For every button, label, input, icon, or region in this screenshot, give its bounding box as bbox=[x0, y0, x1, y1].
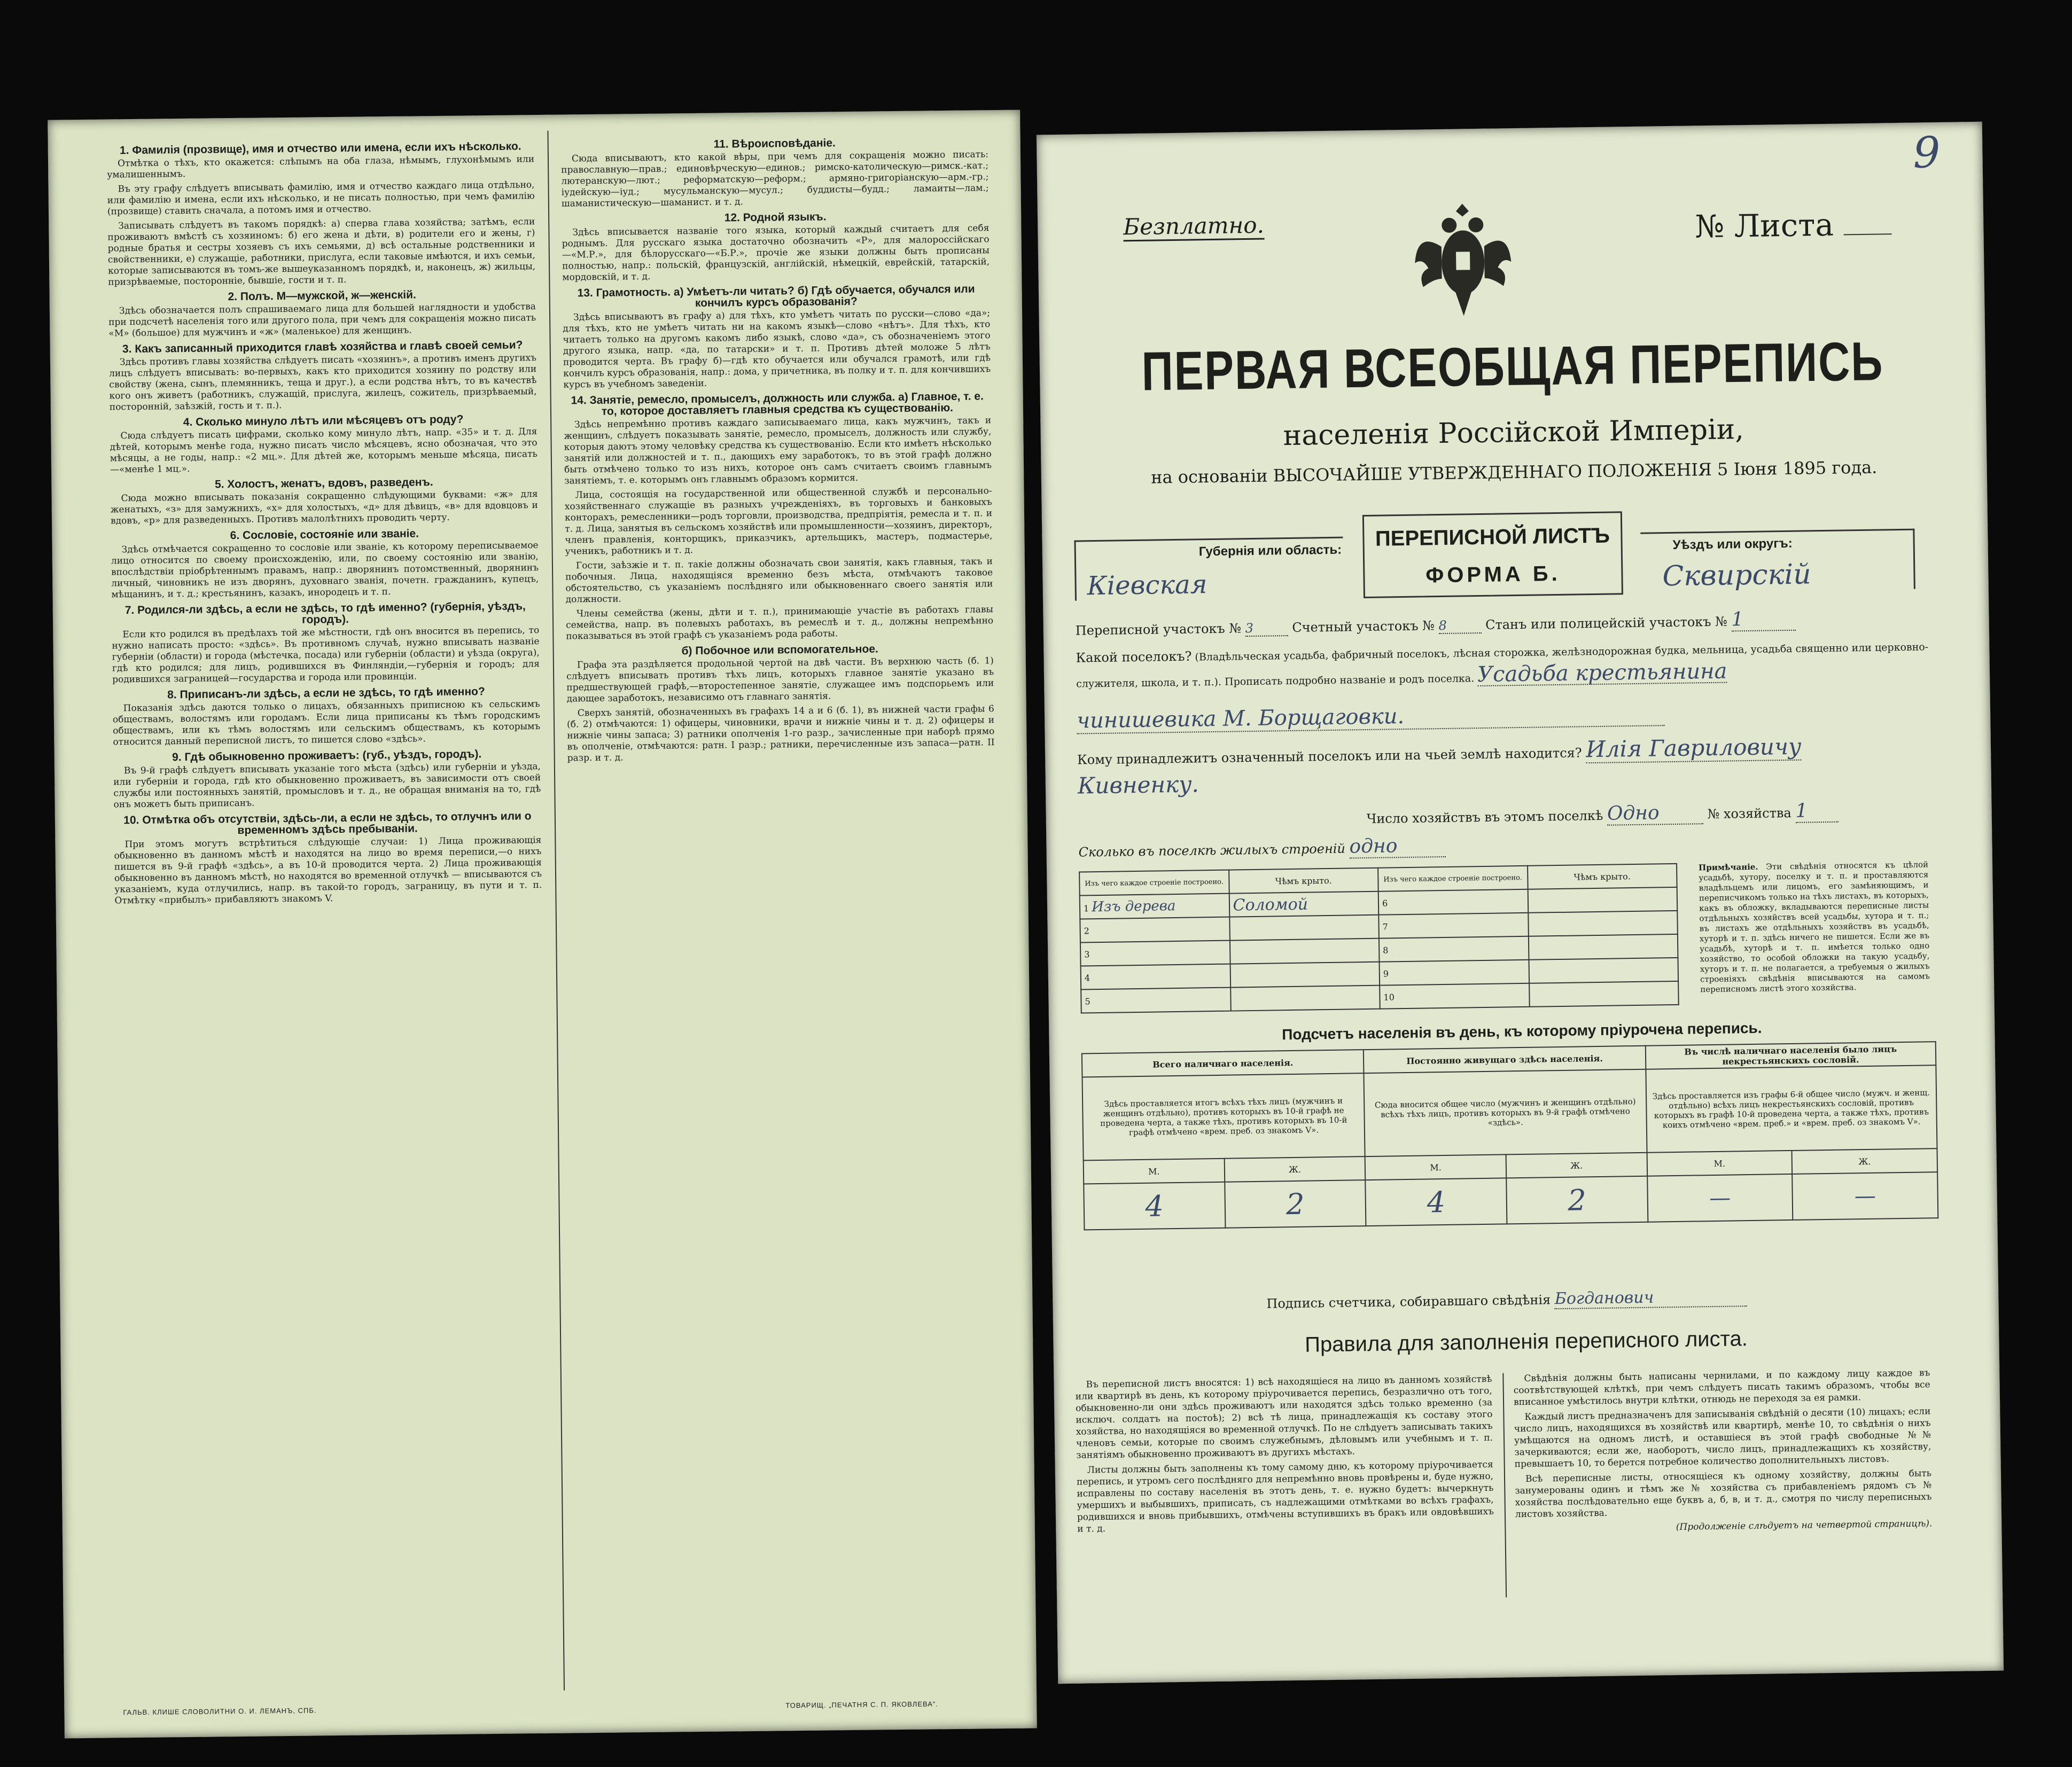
settlement-value-1: Усадьба крестьянина bbox=[1477, 659, 1727, 687]
households-line bbox=[1366, 800, 1838, 829]
page-number-handwritten: 9 bbox=[1912, 127, 1941, 178]
settlement-hint: (Владѣльческая усадьба, фабричный поселокъ, лѣсная сторожка, желѣзнодорожная будка, мельница, усадьба священно или церковно-служителя, школа, и т. п.). Прописать подробно названіе и родъ поселка. bbox=[1076, 641, 1929, 690]
row-number-right: 7 bbox=[1378, 913, 1528, 939]
row-number-right: 6 bbox=[1378, 889, 1528, 915]
rules-title: Правила для заполненія переписного листа. bbox=[1304, 1327, 1748, 1357]
instruction-heading: 5. Холостъ, женатъ, вдовъ, разведенъ. bbox=[214, 476, 433, 491]
precinct-value: 3 bbox=[1245, 620, 1288, 637]
instructions-column-2 bbox=[561, 131, 1004, 1685]
building-material-1 bbox=[1080, 894, 1229, 919]
buildings-head-roof-2: Чѣмъ крыто. bbox=[1528, 864, 1677, 889]
table-cell bbox=[1528, 887, 1677, 913]
buildings-note bbox=[1699, 859, 1930, 995]
rules-left-paragraph: Листы должны быть заполнены къ тому самому дню, къ которому пріурочивается перепись, и утромъ сего послѣдняго для непремѣнно вновь провѣрены и, буде нужно, исправлены по составу населенія въ этотъ день, т. е. нужно будетъ: вычеркнуть умершихъ и выбывшихъ, приписать, съ надлежащими отмѣтками во всѣхъ графахъ, родившихся и вновь прибывшихъ, отмѣчены вступившихъ въ бракъ или овдовѣвшихъ и т. д. bbox=[1076, 1459, 1494, 1535]
buildings-head-material-2: Изъ чего каждое строеніе построено. bbox=[1378, 866, 1528, 892]
owner-label: Кому принадлежитъ означенный поселокъ или на чьей землѣ находится? bbox=[1077, 745, 1582, 768]
free-label: Безплатно. bbox=[1123, 212, 1264, 242]
permanent-male: 4 bbox=[1366, 1178, 1507, 1226]
signature-line bbox=[1266, 1287, 1747, 1313]
row-number-right: 10 bbox=[1380, 983, 1529, 1009]
row-number: 4 bbox=[1081, 964, 1230, 990]
rules-right-paragraph: Свѣдѣнія должны быть написаны чернилами, и по каждому лицу каждое въ соотвѣтствующей клѣткѣ, при чемъ слѣдуетъ писать такимъ образомъ, чтобы все вписанное умѣстилось внутри клѣтки, отнюдь не переходя за ея рамки. bbox=[1513, 1367, 1930, 1408]
rules-right-paragraph: Всѣ переписные листы, относящіеся къ одному хозяйству, должны быть занумерованы одинъ и тѣмъ же № хозяйства съ прибавленіемъ рядомъ съ № хозяйства послѣдовательно еще буквъ а, б, в, и т. д., смотря по числу переписныхъ листовъ хозяйства. bbox=[1515, 1468, 1932, 1520]
row-number: 2 bbox=[1080, 917, 1229, 943]
f-label: Ж. bbox=[1792, 1148, 1937, 1174]
instruction-heading: 12. Родной языкъ. bbox=[724, 210, 827, 224]
signature-value: Богданович bbox=[1555, 1287, 1747, 1309]
table-cell bbox=[1229, 939, 1379, 964]
instruction-paragraph: Отмѣтка о тѣхъ, кто окажется: слѣпымъ на оба глаза, нѣмымъ, глухонѣмымъ или умалишеннымъ. bbox=[107, 154, 535, 181]
buildings-value: одно bbox=[1349, 834, 1446, 859]
settlement-line bbox=[1076, 635, 1942, 695]
row-number-right: 8 bbox=[1379, 936, 1529, 962]
instruction-paragraph: Сюда вписываютъ, кто какой вѣры, при чемъ для сокращенія можно писать: православную—прав.; единовѣрческую—единов.; римско-католическую—римск.-кат.; лютеранскую—лют.; реформатскую—реформ.; армяно-григоріанскую—арм.-гр.; іудейскую—іуд.; мусульманскую—мусул.; буддисты—будд.; ламаиты—лам.; шаманистическую—шаманист. и т. д. bbox=[561, 149, 989, 209]
rules-right-paragraph: Каждый листъ предназначенъ для записыванія свѣдѣній о десяти (10) лицахъ; если число лицъ, находящихся въ хозяйствѣ или квартирѣ, менѣе 10, то свѣдѣнія о нихъ умѣщаются на одномъ листѣ, и оставшіеся въ этой графѣ свободные №№ зачеркиваются; если же, наоборотъ, число лицъ, принадлежащихъ къ хозяйству, превышаетъ 10, то берется потребное количество дополнительныхъ листовъ. bbox=[1514, 1406, 1931, 1470]
rules-left-paragraph: Въ переписной листъ вносятся: 1) всѣ находящіеся на лицо въ данномъ хозяйствѣ или квартирѣ въ день, къ которому пріурочивается перепись, безразлично отъ того, обыкновенно-ли они здѣсь проживаютъ или находятся здѣсь только временно (за исключ. солдатъ на постоѣ); 2) всѣ тѣ лица, принадлежащія къ составу этого хозяйства, но находящіяся во временной отлучкѣ. По не слѣдуетъ записывать такихъ членовъ семьи, которые по своимъ служебнымъ, дѣловымъ или учебнымъ и т. п. занятіямъ обыкновенно проживаютъ въ другихъ мѣстахъ. bbox=[1075, 1373, 1493, 1461]
nonpeasant-female: — bbox=[1792, 1172, 1938, 1220]
instruction-paragraph: Здѣсь непремѣнно противъ каждаго записываемаго лица, какъ мужчинъ, такъ и женщинъ, слѣдуетъ показывать занятіе, ремесло, промыселъ, должность или службу, которыя даютъ этому человѣку средства къ существованію. Если кто имѣетъ нѣсколько занятій или должностей и т. п., дающихъ ему заработокъ, то въ этой графѣ должно быть отмѣчено только то изъ нихъ, которое онъ самъ считаетъ своимъ главнымъ занятіемъ, т. е. которымъ онъ главнымъ образомъ кормится. bbox=[564, 415, 992, 487]
signature-label: Подпись счетчика, собиравшаго свѣдѣнія bbox=[1266, 1292, 1551, 1311]
district-label: Уѣздъ или округъ: bbox=[1672, 536, 1793, 552]
instruction-heading: 10. Отмѣтка объ отсутствіи, здѣсь-ли, а если не здѣсь, то отлучнъ или о временномъ здѣсь пребываніи. bbox=[123, 810, 532, 836]
owner-value-2: Кивненку. bbox=[1077, 771, 1199, 799]
province-label: Губернія или область: bbox=[1198, 542, 1342, 559]
f-label: Ж. bbox=[1506, 1153, 1647, 1178]
settlement-value-2: чинишевика М. Борщаговки. bbox=[1077, 700, 1665, 734]
population-title: Подсчетъ населенія въ день, къ которому пріурочена перепись. bbox=[1282, 1019, 1762, 1043]
m-label: М. bbox=[1365, 1154, 1506, 1180]
row-number-right: 9 bbox=[1380, 960, 1529, 986]
owner-value-1: Илія Гавриловичу bbox=[1585, 733, 1802, 763]
instruction-paragraph: Здѣсь отмѣчается сокращенно то сословіе или званіе, къ которому переписываемое лицо относится по своему происхожденію, или, по своему состоянію или званію, впослѣдствіи пріобрѣтеннымъ правамъ, напр.: дворянинъ потомственный, дворянинъ личный, чиновникъ не изъ дворянъ, духовнаго званія, почетн. гражданинъ, купецъ, мѣщанинъ, и т. д.; крестьянинъ, казакъ, инородецъ и т. п. bbox=[111, 540, 539, 600]
row1-roof: Соломой bbox=[1229, 892, 1378, 917]
instruction-heading: 1. Фамилія (прозвище), имя и отчество или имена, если ихъ нѣсколько. bbox=[119, 140, 521, 157]
row-number: 5 bbox=[1081, 988, 1230, 1013]
row-number: 1 bbox=[1083, 903, 1089, 914]
pop-head-nonpeasant: Въ числѣ наличнаго населенія было лицъ некрестьянскихъ сословій. bbox=[1645, 1042, 1936, 1069]
note-title: Примѣчаніе. bbox=[1698, 862, 1758, 873]
buildings-table bbox=[1079, 863, 1679, 1014]
table-cell bbox=[1528, 934, 1678, 960]
sheet-number-value bbox=[1844, 233, 1892, 235]
total-male: 4 bbox=[1084, 1182, 1225, 1230]
census-basis: на основаніи ВЫСОЧАЙШЕ УТВЕРЖДЕННАГО ПОЛОЖЕНІЯ 5 Іюня 1895 года. bbox=[1150, 457, 1878, 488]
instruction-paragraph: Въ 9-й графѣ слѣдуетъ вписывать указаніе того мѣста (здѣсь) или губерніи и уѣзда, или губерніи и города, гдѣ кто обыкновенно проживаетъ, въ зависимости отъ своей службы или постоянныхъ занятій, промысловъ и т. д., не обращая вниманія на то, гдѣ онъ можетъ быть приписанъ. bbox=[113, 761, 541, 810]
instruction-paragraph: Здѣсь вписывается названіе того языка, который каждый считаетъ для себя роднымъ. Для русскаго языка достаточно обозначить «Р», для малороссійскаго—«М.Р.», для бѣлорусскаго—«Б.Р.», прочіе же языки должны быть прописаны полностью, напр.: польскій, французскій, англійскій, нѣмецкій, еврейскій, татарскій, мордовскій, и т. д. bbox=[562, 223, 990, 283]
buildings-head-material: Изъ чего каждое строеніе построено. bbox=[1079, 870, 1229, 896]
right-page-census-form bbox=[1037, 122, 2004, 1684]
instruction-paragraph: Сверхъ занятій, обозначенныхъ въ графахъ 14 а и 6 (б. 1), въ нижней части графы 6 (б. 2) отмѣчаются: 1) офицеры, чиновники, врачи и нижніе чины и т. д. 2) офицеры и нижніе чины запаса; 3) ратники ополченія 1-го разр., зачисленные при наборѣ прямо въ ополченіе, отмѣчаются: ратн. I разр.; ратники, перечисленные изъ запаса—ратн. II разр. и т. д. bbox=[566, 703, 995, 764]
instruction-paragraph: Записывать слѣдуетъ въ такомъ порядкѣ: а) сперва глава хозяйства; затѣмъ, если проживаютъ вмѣстѣ съ хозяиномъ: б) его жена и дѣти, в) родители его и жены, г) родные братья и сестры хозяевъ съ ихъ семьями, д) всѣ остальные родственники и свойственники, е) служащіе, работники, прислуга, если таковые имѣются, и ихъ семьи, которые записываются въ томъ-же вышеуказанномъ порядкѣ, и, наконецъ, ж) жильцы, призрѣваемые, посторонніе, бывшіе, гости и т. п. bbox=[107, 216, 536, 288]
row-number: 3 bbox=[1080, 941, 1230, 966]
pop-head-total: Всего наличнаго населенія. bbox=[1082, 1050, 1364, 1077]
counting-label: Счетный участокъ № bbox=[1292, 618, 1435, 635]
rules-divider bbox=[1502, 1373, 1507, 1598]
f-label: Ж. bbox=[1224, 1156, 1365, 1182]
household-no-value: 1 bbox=[1795, 800, 1839, 823]
pop-desc-total: Здѣсь проставляется итогъ всѣхъ тѣхъ лицъ (мужчинъ и женщинъ отдѣльно), противъ которыхъ въ 10-й графѣ не проведена черта, а также тѣхъ, противъ которыхъ въ 10-й графѣ отмѣчено «врем. преб. оз знакомъ V». bbox=[1082, 1073, 1365, 1160]
province-value: Кіевская bbox=[1087, 569, 1208, 601]
table-cell bbox=[1229, 915, 1379, 941]
rules-column-right bbox=[1513, 1367, 1932, 1538]
left-page-instructions bbox=[48, 110, 1037, 1739]
precinct-line bbox=[1075, 608, 1795, 641]
table-cell bbox=[1230, 986, 1380, 1011]
stan-value: 1 bbox=[1731, 608, 1796, 632]
household-no-label: № хозяйства bbox=[1707, 805, 1791, 822]
instruction-heading: 3. Какъ записанный приходится главѣ хозяйства и главѣ своей семьи? bbox=[122, 339, 523, 356]
table-cell bbox=[1529, 958, 1678, 983]
instruction-heading: 4. Сколько минуло лѣтъ или мѣсяцевъ отъ роду? bbox=[183, 413, 464, 428]
instruction-paragraph: Въ эту графу слѣдуетъ вписывать фамилію, имя и отчество каждаго лица отдѣльно, или фамилію и имена, если ихъ нѣсколько, и не писать полностью, при чемъ фамилію (прозвище) ставить сначала, а потомъ имя и отчество. bbox=[107, 179, 535, 217]
households-value: Одно bbox=[1607, 801, 1704, 826]
instruction-paragraph: Здѣсь обозначается полъ спрашиваемаго лица для большей наглядности и удобства при подсчетѣ населенія того или другого пола, при чемъ для сокращенія можно писать «М» (большое) для мужчинъ и «ж» (маленькое) для женщинъ. bbox=[108, 301, 536, 339]
pop-head-permanent: Постоянно живущаго здѣсь населенія. bbox=[1364, 1046, 1646, 1073]
table-cell bbox=[1529, 981, 1679, 1007]
form-type-title: ФОРМА Б. bbox=[1425, 561, 1561, 588]
owner-line bbox=[1077, 733, 1802, 771]
rules-continued: (Продолженіе слѣдуетъ на четвертой страницѣ). bbox=[1676, 1518, 1933, 1533]
buildings-head-roof: Чѣмъ крыто. bbox=[1229, 868, 1378, 894]
instruction-heading: 13. Грамотность. а) Умѣетъ-ли читать? б) Гдѣ обучается, обучался или кончилъ курсъ образованія? bbox=[577, 283, 975, 309]
instruction-heading: 2. Полъ. М—мужской, ж—женскій. bbox=[228, 288, 416, 303]
precinct-label: Переписной участокъ № bbox=[1075, 621, 1242, 638]
instruction-paragraph: Здѣсь вписываютъ въ графу а) для тѣхъ, кто умѣетъ читать по русски—слово «да»; для тѣхъ, кто не умѣетъ читать ни на какомъ языкѣ—слово «нѣтъ». Для тѣхъ, кто читаетъ только на другомъ какомъ либо языкѣ, слово «да», съ обозначеніемъ этого другого языка, напр. «да, по татарски» и т. п. Противъ дѣтей моложе 5 лѣтъ проводится черта. Въ графу б)—гдѣ кто обучается или обучался грамотѣ, или гдѣ кончилъ курсъ образованія, напр.: дома, у причетника, въ полку и т. п. для кончившихъ курсъ въ учебномъ заведеніи. bbox=[563, 308, 991, 390]
pop-desc-nonpeasant: Здѣсь проставляется изъ графы 6-й общее число (мужч. и женщ. отдѣльно) всѣхъ лицъ некрестьянскихъ сословій, противъ которыхъ въ графѣ 10-й проведена черта, а также тѣхъ, противъ коихъ отмѣчено «врем. преб.» и «врем. преб. оз знакомъ V». bbox=[1646, 1065, 1937, 1153]
instruction-paragraph: Если кто родился въ предѣлахъ той же мѣстности, гдѣ онъ вносится въ перепись, то нужно написать просто: «здѣсь». Въ противномъ случаѣ, нужно вписывать названіе губерніи (области) и города (мѣстечка, посада) или губерніи (области) и уѣзда (округа), гдѣ кто родился; для лицъ, родившихся въ Финляндіи,—губернія и городъ; для родившихся заграницей—государства и города или провинціи. bbox=[112, 625, 540, 685]
permanent-female: 2 bbox=[1506, 1176, 1648, 1224]
note-text: Эти свѣдѣнія относятся къ цѣлой усадьбѣ, хутору, поселку и т. п. и проставляются владѣльцемъ или лицомъ, его замѣняющимъ, и переписчикомъ только на тѣхъ листахъ, въ которыхъ, какъ въ обложку, вкладываются переписные листы отдѣльныхъ хозяйствъ всей усадьбы, хутора и т. п.; въ листахъ же отдѣльныхъ хозяйствъ въ усадьбѣ, хуторѣ и т. п. здѣсь ничего не пишется. Если же въ усадьбѣ, хуторѣ и т. п. имѣется только одно хозяйство, то особой обложки на такую усадьбу, хуторъ и т. п. не полагается, а требуемыя о жилыхъ строеніяхъ свѣдѣнія вписываются на самомъ переписномъ листѣ этого хозяйства. bbox=[1699, 859, 1930, 995]
instruction-paragraph: Сюда слѣдуетъ писать цифрами, сколько кому минуло лѣтъ, напр. «35» и т. д. Для дѣтей, которымъ менѣе года, нужно писать число мѣсяцевъ, ясно обозначая, что это мѣсяцы, а не годы, напр.: «2 мц.». Для дѣтей же, которымъ меньше мѣсяца, писать—«менѣе 1 мц.». bbox=[110, 426, 538, 475]
double-headed-eagle-emblem-icon bbox=[1411, 192, 1514, 322]
instructions-column-1 bbox=[107, 136, 550, 1690]
instruction-paragraph: Здѣсь противъ главы хозяйства слѣдуетъ писать «хозяинъ», а противъ именъ другихъ лицъ слѣдуетъ вписывать: во-первыхъ, какъ кто приходится хозяину по родству или свойству (жена, сынъ, племянникъ, теща и друг.), а если родства нѣтъ, то въ качествѣ кого онъ живетъ (работникъ, служащій, прислуга, жилецъ, сожитель, призрѣваемый, посторонній, заѣзжій, гость и т. п.). bbox=[109, 353, 537, 413]
sheet-number-text: № Листа bbox=[1694, 206, 1834, 245]
instruction-paragraph: Показанія здѣсь даются только о лицахъ, обязанныхъ приписною къ сельскимъ обществамъ, волостямъ или городамъ. Если лица приписаны къ тѣмъ городскимъ обществамъ, или къ тѣмъ волостямъ или сельскимъ обществамъ, къ которымъ относится данный переписной листъ, то пишется слово «здѣсь». bbox=[112, 699, 541, 748]
instruction-heading: 14. Занятіе, ремесло, промыселъ, должность или служба. а) Главное, т. е. то, которое доставляетъ главныя средства къ существованію. bbox=[571, 390, 984, 418]
stan-label: Станъ или полицейскій участокъ № bbox=[1485, 614, 1728, 632]
m-label: М. bbox=[1647, 1151, 1792, 1176]
instruction-paragraph: Лица, состоящія на государственной или общественной службѣ и персонально-хозяйственнаго служащіе въ разныхъ учрежденіяхъ, въ торговыхъ и банковыхъ конторахъ, ремесленники—родъ торговли, производства, предпріятія, ремесла и т. п. и т. д. Лица, занятыя въ сельскомъ хозяйствѣ или промышленности—хозяинъ, директоръ, членъ правленія, конторщикъ, приказчикъ, артельщикъ, мастеръ, подмастерье, ученикъ, работникъ и т. д. bbox=[564, 486, 993, 557]
sheet-number-label bbox=[1695, 206, 1892, 245]
settlement-label: Какой поселокъ? bbox=[1076, 648, 1192, 666]
printer-credit-right: ТОВАРИЩ. „ПЕЧАТНЯ С. П. ЯКОВЛЕВА“. bbox=[785, 1700, 938, 1710]
m-label: М. bbox=[1084, 1159, 1225, 1184]
table-cell bbox=[1230, 962, 1380, 988]
form-sheet-title: ПЕРЕПИСНОЙ ЛИСТЪ bbox=[1375, 523, 1610, 551]
instruction-heading: 9. Гдѣ обыкновенно проживаетъ: (губ., уѣздъ, городъ). bbox=[172, 748, 482, 764]
row1-material: Изъ дерева bbox=[1092, 898, 1176, 916]
form-header-box bbox=[1074, 507, 1919, 605]
instruction-heading: б) Побочное или вспомогательное. bbox=[681, 643, 878, 658]
column-divider bbox=[547, 131, 565, 1691]
instruction-heading: 7. Родился-ли здѣсь, а если не здѣсь, то гдѣ именно? (губернія, уѣздъ, городъ). bbox=[124, 600, 526, 626]
buildings-label: Сколько въ поселкѣ жилыхъ строеній bbox=[1078, 841, 1346, 860]
instruction-paragraph: Графа эта раздѣляется продольной чертой на двѣ части. Въ верхнюю часть (б. 1) слѣдуетъ вписывать противъ тѣхъ лицъ, которыхъ главное занятіе указано въ предшествующей графѣ,—второстепенное занятіе, служащее имъ подспорьемъ или дающее заработокъ, независимо отъ главнаго занятія. bbox=[566, 655, 994, 705]
buildings-line bbox=[1078, 834, 1446, 863]
counting-value: 8 bbox=[1438, 617, 1481, 634]
instruction-heading: 6. Сословіе, состояніе или званіе. bbox=[230, 527, 419, 542]
instruction-paragraph: Гости, заѣзжіе и т. п. такіе должны обозначать свои занятія, какъ главныя, такъ и побочныя. Лица, находящіяся временно безъ мѣста, отмѣчаютъ таковое обстоятельство, съ указаніемъ послѣдняго или обыкновеннаго своего занятія или должности. bbox=[565, 556, 993, 605]
nonpeasant-male: — bbox=[1647, 1174, 1793, 1222]
population-table bbox=[1081, 1041, 1938, 1230]
instruction-paragraph: Члены семейства (жены, дѣти и т. п.), принимающіе участіе въ работахъ главы семейства, напр. въ полевыхъ работахъ, въ ремеслѣ и т. д., должны непремѣнно показываться въ этой графѣ съ указаніемъ рода работы. bbox=[566, 604, 994, 642]
pop-desc-permanent: Сюда вносится общее число (мужчинъ и женщинъ отдѣльно) всѣхъ тѣхъ лицъ, противъ которыхъ въ 9-й графѣ отмѣчено «здѣсь». bbox=[1364, 1069, 1647, 1156]
instruction-heading: 11. Вѣроисповѣданіе. bbox=[713, 137, 836, 151]
census-title: ПЕРВАЯ ВСЕОБЩАЯ ПЕРЕПИСЬ bbox=[1141, 331, 1884, 403]
instruction-heading: 8. Приписанъ-ли здѣсь, а если не здѣсь, то гдѣ именно? bbox=[167, 685, 485, 701]
district-value: Сквирскій bbox=[1662, 558, 1812, 593]
printer-credit-left: ГАЛЬВ. КЛИШЕ СЛОВОЛИТНИ О. И. ЛЕМАНЪ, СПБ. bbox=[123, 1706, 317, 1717]
table-cell bbox=[1528, 911, 1678, 936]
rules-column-left bbox=[1075, 1373, 1494, 1538]
instruction-paragraph: Сюда можно вписывать показанія сокращенно слѣдующими буквами: «ж» для женатыхъ, «з» для замужнихъ, «х» для холостыхъ, «д» для дѣвицъ, «в» для вдовцовъ и вдовъ, «р» для разведенныхъ. Противъ малолѣтнихъ проводить черту. bbox=[110, 489, 538, 527]
census-subtitle: населенія Россійской Имперіи, bbox=[1283, 413, 1744, 452]
instruction-paragraph: При этомъ могутъ встрѣтиться слѣдующіе случаи: 1) Лица проживающія обыкновенно въ данномъ мѣстѣ и находятся на лицо во время переписи,—о нихъ пишется въ 9-й графѣ «здѣсь», а въ 10-й проводится черта. 2) Лица проживающія обыкновенно въ данномъ мѣстѣ, но находятся во временной отлучкѣ — вписываются съ указаніемъ, куда отлучились, напр. въ такой-то городъ, заграницу, въ пути и т. п. Отмѣтку «прибылъ» прибавляютъ знакомъ V. bbox=[114, 835, 542, 906]
total-female: 2 bbox=[1225, 1180, 1366, 1228]
households-label: Число хозяйствъ въ этомъ поселкѣ bbox=[1366, 808, 1603, 826]
